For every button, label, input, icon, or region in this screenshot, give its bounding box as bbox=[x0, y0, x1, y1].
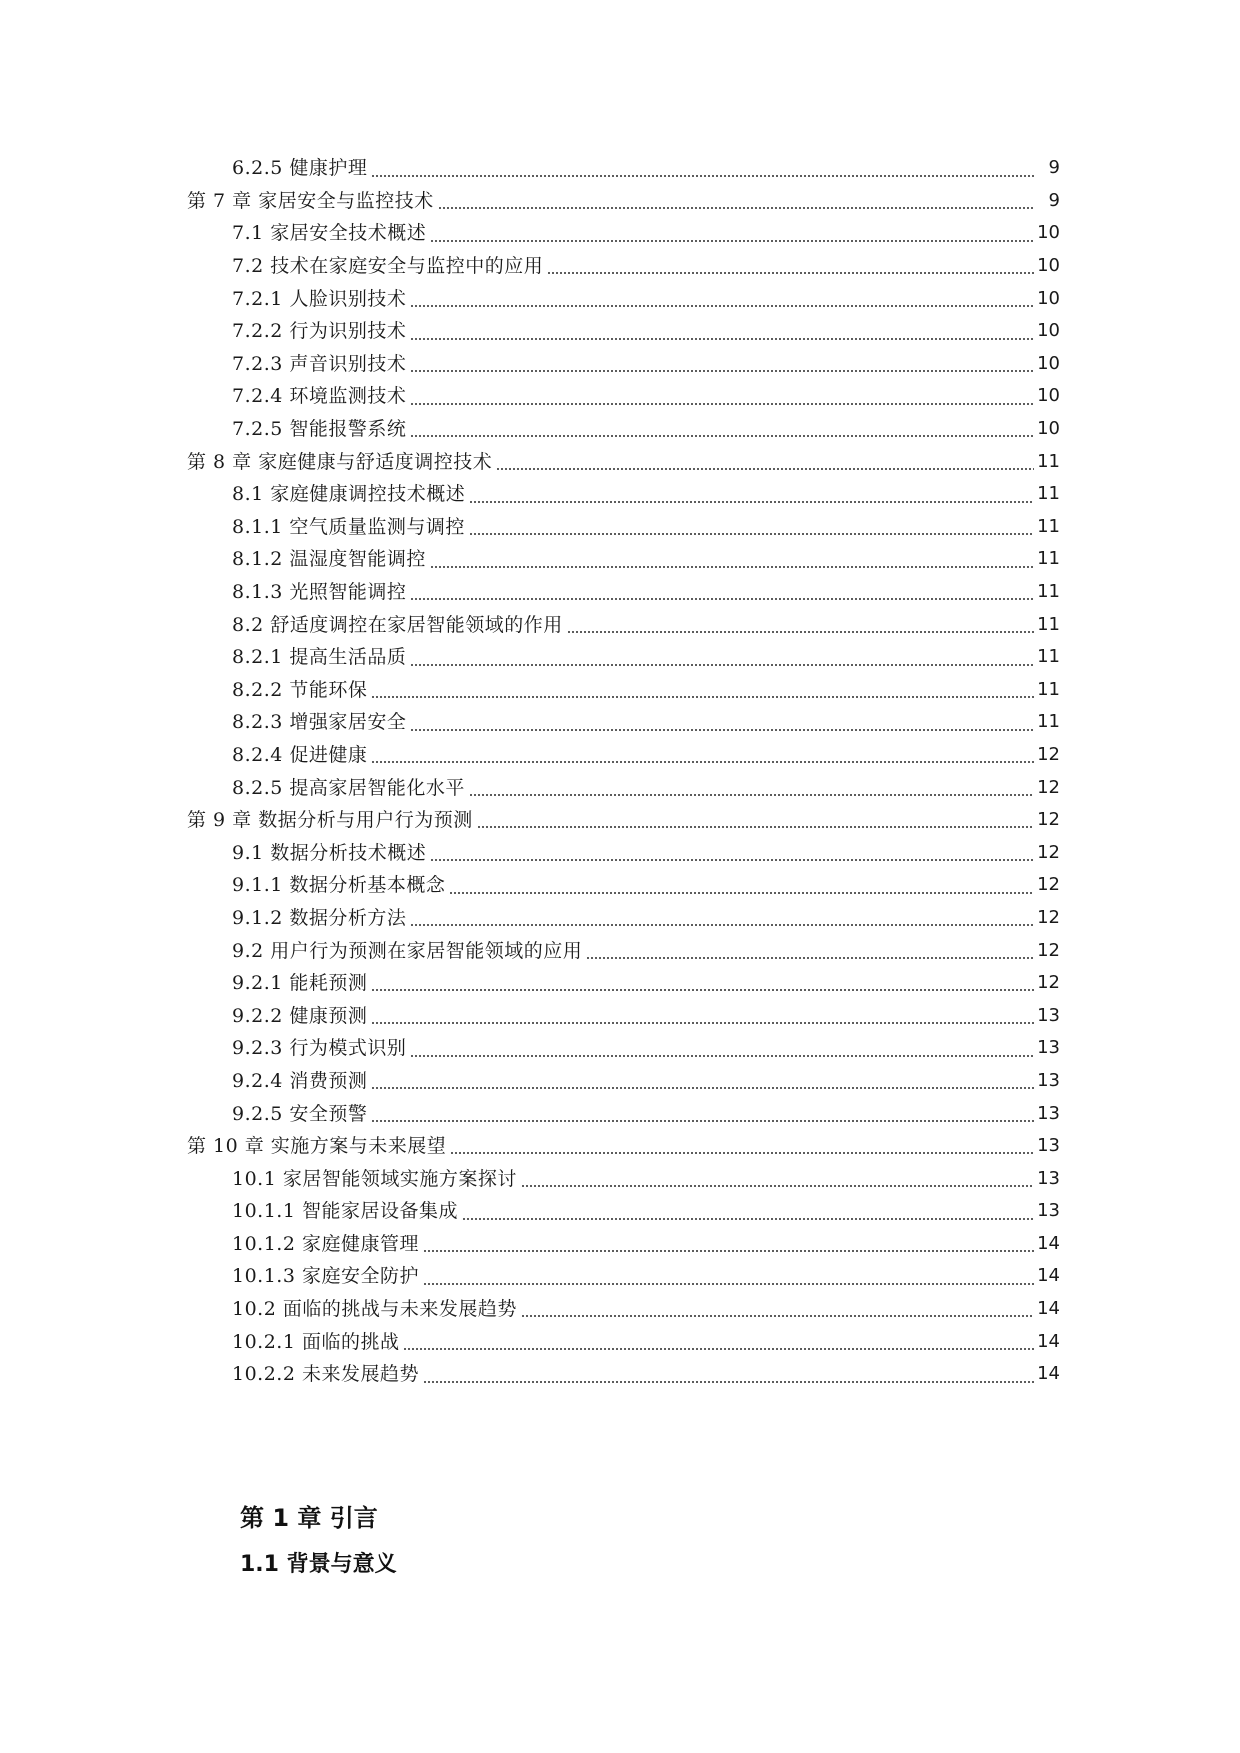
toc-page-number: 14 bbox=[1037, 1330, 1060, 1352]
toc-entry-label: 10.2 面临的挑战与未来发展趋势 bbox=[232, 1298, 517, 1321]
toc-entry[interactable] bbox=[187, 608, 1060, 641]
toc-dot-leader bbox=[567, 614, 1034, 634]
toc-dot-leader bbox=[521, 1168, 1034, 1188]
toc-dot-leader bbox=[462, 1201, 1034, 1221]
toc-dot-leader bbox=[410, 647, 1034, 667]
toc-entry[interactable] bbox=[187, 511, 1060, 544]
section-heading: 1.1 背景与意义 bbox=[240, 1552, 397, 1577]
toc-entry-label: 9.1.1 数据分析基本概念 bbox=[232, 874, 446, 897]
toc-entry-label: 9.2.2 健康预测 bbox=[232, 1004, 368, 1027]
toc-dot-leader bbox=[521, 1298, 1034, 1318]
toc-page-number: 12 bbox=[1037, 874, 1060, 896]
toc-entry-label: 第 9 章 数据分析与用户行为预测 bbox=[187, 809, 473, 832]
toc-page-number: 14 bbox=[1037, 1265, 1060, 1287]
toc-entry-label: 9.2.5 安全预警 bbox=[232, 1102, 368, 1125]
toc-entry[interactable] bbox=[187, 1032, 1060, 1065]
toc-entry-label: 8.1.1 空气质量监测与调控 bbox=[232, 515, 465, 538]
toc-dot-leader bbox=[410, 321, 1034, 341]
toc-entry[interactable] bbox=[187, 445, 1060, 478]
toc-dot-leader bbox=[469, 484, 1034, 504]
toc-page-number: 13 bbox=[1037, 1200, 1060, 1222]
toc-page-number: 12 bbox=[1037, 776, 1060, 798]
toc-dot-leader bbox=[371, 158, 1034, 178]
toc-entry-label: 10.1.1 智能家居设备集成 bbox=[232, 1200, 458, 1223]
toc-entry-label: 9.2.1 能耗预测 bbox=[232, 972, 368, 995]
toc-entry[interactable] bbox=[187, 478, 1060, 511]
toc-entry[interactable] bbox=[187, 576, 1060, 609]
toc-entry[interactable] bbox=[187, 1228, 1060, 1261]
toc-entry[interactable] bbox=[187, 1195, 1060, 1228]
toc-page-number: 12 bbox=[1037, 841, 1060, 863]
toc-entry-label: 10.2.1 面临的挑战 bbox=[232, 1330, 400, 1353]
toc-entry-label: 8.2.2 节能环保 bbox=[232, 678, 368, 701]
toc-entry-label: 8.2.5 提高家居智能化水平 bbox=[232, 776, 465, 799]
toc-entry-label: 7.2.3 声音识别技术 bbox=[232, 352, 407, 375]
toc-entry[interactable] bbox=[187, 1162, 1060, 1195]
toc-entry-label: 9.2.3 行为模式识别 bbox=[232, 1037, 407, 1060]
toc-entry[interactable] bbox=[187, 250, 1060, 283]
toc-entry[interactable] bbox=[187, 934, 1060, 967]
toc-dot-leader bbox=[410, 288, 1034, 308]
toc-entry-label: 第 10 章 实施方案与未来展望 bbox=[187, 1135, 447, 1158]
toc-page-number: 10 bbox=[1037, 222, 1060, 244]
toc-dot-leader bbox=[496, 451, 1034, 471]
toc-entry-label: 8.1.2 温湿度智能调控 bbox=[232, 548, 426, 571]
toc-dot-leader bbox=[469, 516, 1034, 536]
toc-page-number: 12 bbox=[1037, 906, 1060, 928]
toc-page-number: 11 bbox=[1037, 646, 1060, 668]
toc-entry[interactable] bbox=[187, 1130, 1060, 1163]
toc-dot-leader bbox=[586, 940, 1034, 960]
toc-entry[interactable] bbox=[187, 1325, 1060, 1358]
toc-dot-leader bbox=[410, 418, 1034, 438]
toc-entry[interactable] bbox=[187, 967, 1060, 1000]
toc-dot-leader bbox=[371, 972, 1034, 992]
chapter-heading: 第 1 章 引言 bbox=[240, 1504, 378, 1532]
toc-dot-leader bbox=[477, 809, 1034, 829]
toc-entry[interactable] bbox=[187, 869, 1060, 902]
toc-page-number: 14 bbox=[1037, 1232, 1060, 1254]
toc-dot-leader bbox=[371, 744, 1034, 764]
toc-dot-leader bbox=[371, 679, 1034, 699]
toc-dot-leader bbox=[410, 581, 1034, 601]
toc-dot-leader bbox=[410, 353, 1034, 373]
toc-entry[interactable] bbox=[187, 217, 1060, 250]
toc-dot-leader bbox=[423, 1233, 1034, 1253]
toc-entry[interactable] bbox=[187, 706, 1060, 739]
toc-page-number: 9 bbox=[1048, 189, 1060, 211]
toc-entry[interactable] bbox=[187, 348, 1060, 381]
toc-entry-label: 10.1.2 家庭健康管理 bbox=[232, 1232, 419, 1255]
toc-entry[interactable] bbox=[187, 902, 1060, 935]
toc-dot-leader bbox=[547, 255, 1034, 275]
toc-entry-label: 10.1.3 家庭安全防护 bbox=[232, 1265, 419, 1288]
toc-entry-label: 9.2.4 消费预测 bbox=[232, 1069, 368, 1092]
toc-entry[interactable] bbox=[187, 543, 1060, 576]
toc-page-number: 10 bbox=[1037, 352, 1060, 374]
toc-page-number: 10 bbox=[1037, 418, 1060, 440]
toc-page-number: 11 bbox=[1037, 678, 1060, 700]
toc-page-number: 10 bbox=[1037, 320, 1060, 342]
toc-page-number: 11 bbox=[1037, 711, 1060, 733]
toc-dot-leader bbox=[430, 549, 1034, 569]
toc-dot-leader bbox=[410, 386, 1034, 406]
toc-dot-leader bbox=[423, 1364, 1034, 1384]
toc-entry[interactable] bbox=[187, 641, 1060, 674]
toc-page-number: 13 bbox=[1037, 1037, 1060, 1059]
table-of-contents bbox=[187, 152, 1060, 1391]
toc-entry[interactable] bbox=[187, 771, 1060, 804]
toc-dot-leader bbox=[410, 712, 1034, 732]
toc-page-number: 11 bbox=[1037, 515, 1060, 537]
toc-entry[interactable] bbox=[187, 999, 1060, 1032]
toc-dot-leader bbox=[410, 1038, 1034, 1058]
toc-entry[interactable] bbox=[187, 185, 1060, 218]
toc-entry-label: 9.2 用户行为预测在家居智能领域的应用 bbox=[232, 939, 583, 962]
toc-entry[interactable] bbox=[187, 674, 1060, 707]
toc-page-number: 14 bbox=[1037, 1363, 1060, 1385]
toc-entry[interactable] bbox=[187, 380, 1060, 413]
toc-entry[interactable] bbox=[187, 739, 1060, 772]
toc-entry-label: 8.1 家庭健康调控技术概述 bbox=[232, 483, 466, 506]
toc-entry[interactable] bbox=[187, 804, 1060, 837]
toc-page-number: 11 bbox=[1037, 613, 1060, 635]
toc-dot-leader bbox=[371, 1070, 1034, 1090]
toc-entry-label: 8.1.3 光照智能调控 bbox=[232, 581, 407, 604]
toc-entry[interactable] bbox=[187, 836, 1060, 869]
toc-page-number: 10 bbox=[1037, 287, 1060, 309]
toc-dot-leader bbox=[410, 907, 1034, 927]
toc-page-number: 11 bbox=[1037, 581, 1060, 603]
toc-page-number: 14 bbox=[1037, 1298, 1060, 1320]
toc-entry-label: 7.2.2 行为识别技术 bbox=[232, 320, 407, 343]
toc-entry[interactable] bbox=[187, 1293, 1060, 1326]
toc-entry-label: 8.2.3 增强家居安全 bbox=[232, 711, 407, 734]
toc-entry[interactable] bbox=[187, 1065, 1060, 1098]
toc-entry[interactable] bbox=[187, 282, 1060, 315]
toc-dot-leader bbox=[371, 1103, 1034, 1123]
toc-entry-label: 7.2.4 环境监测技术 bbox=[232, 385, 407, 408]
toc-entry[interactable] bbox=[187, 152, 1060, 185]
toc-page-number: 11 bbox=[1037, 548, 1060, 570]
toc-entry-label: 7.2.1 人脸识别技术 bbox=[232, 287, 407, 310]
toc-page-number: 12 bbox=[1037, 939, 1060, 961]
toc-entry-label: 8.2.1 提高生活品质 bbox=[232, 646, 407, 669]
toc-entry-label: 9.1.2 数据分析方法 bbox=[232, 906, 407, 929]
toc-dot-leader bbox=[449, 875, 1034, 895]
toc-dot-leader bbox=[430, 842, 1034, 862]
toc-entry-label: 10.2.2 未来发展趋势 bbox=[232, 1363, 419, 1386]
toc-entry[interactable] bbox=[187, 315, 1060, 348]
toc-dot-leader bbox=[371, 1005, 1034, 1025]
toc-dot-leader bbox=[450, 1135, 1034, 1155]
toc-page-number: 11 bbox=[1037, 483, 1060, 505]
toc-page-number: 13 bbox=[1037, 1135, 1060, 1157]
toc-page-number: 13 bbox=[1037, 1167, 1060, 1189]
toc-dot-leader bbox=[403, 1331, 1034, 1351]
toc-entry[interactable] bbox=[187, 1097, 1060, 1130]
toc-page-number: 13 bbox=[1037, 1004, 1060, 1026]
toc-entry-label: 8.2 舒适度调控在家居智能领域的作用 bbox=[232, 613, 563, 636]
toc-page-number: 10 bbox=[1037, 255, 1060, 277]
toc-page-number: 11 bbox=[1037, 450, 1060, 472]
toc-entry[interactable] bbox=[187, 413, 1060, 446]
toc-entry-label: 第 7 章 家居安全与监控技术 bbox=[187, 189, 434, 212]
toc-entry-label: 6.2.5 健康护理 bbox=[232, 157, 368, 180]
toc-page-number: 13 bbox=[1037, 1102, 1060, 1124]
toc-entry[interactable] bbox=[187, 1358, 1060, 1391]
toc-entry-label: 8.2.4 促进健康 bbox=[232, 743, 368, 766]
toc-page-number: 12 bbox=[1037, 809, 1060, 831]
toc-page-number: 10 bbox=[1037, 385, 1060, 407]
toc-page-number: 12 bbox=[1037, 972, 1060, 994]
toc-dot-leader bbox=[469, 777, 1034, 797]
toc-entry-label: 第 8 章 家庭健康与舒适度调控技术 bbox=[187, 450, 493, 473]
toc-entry-label: 7.1 家居安全技术概述 bbox=[232, 222, 427, 245]
toc-page-number: 9 bbox=[1048, 157, 1060, 179]
toc-entry[interactable] bbox=[187, 1260, 1060, 1293]
toc-page-number: 13 bbox=[1037, 1069, 1060, 1091]
toc-page-number: 12 bbox=[1037, 743, 1060, 765]
toc-entry-label: 9.1 数据分析技术概述 bbox=[232, 841, 427, 864]
toc-dot-leader bbox=[430, 223, 1034, 243]
toc-dot-leader bbox=[423, 1266, 1034, 1286]
toc-entry-label: 7.2 技术在家庭安全与监控中的应用 bbox=[232, 255, 544, 278]
toc-entry-label: 7.2.5 智能报警系统 bbox=[232, 418, 407, 441]
toc-dot-leader bbox=[438, 190, 1034, 210]
toc-entry-label: 10.1 家居智能领域实施方案探讨 bbox=[232, 1167, 517, 1190]
